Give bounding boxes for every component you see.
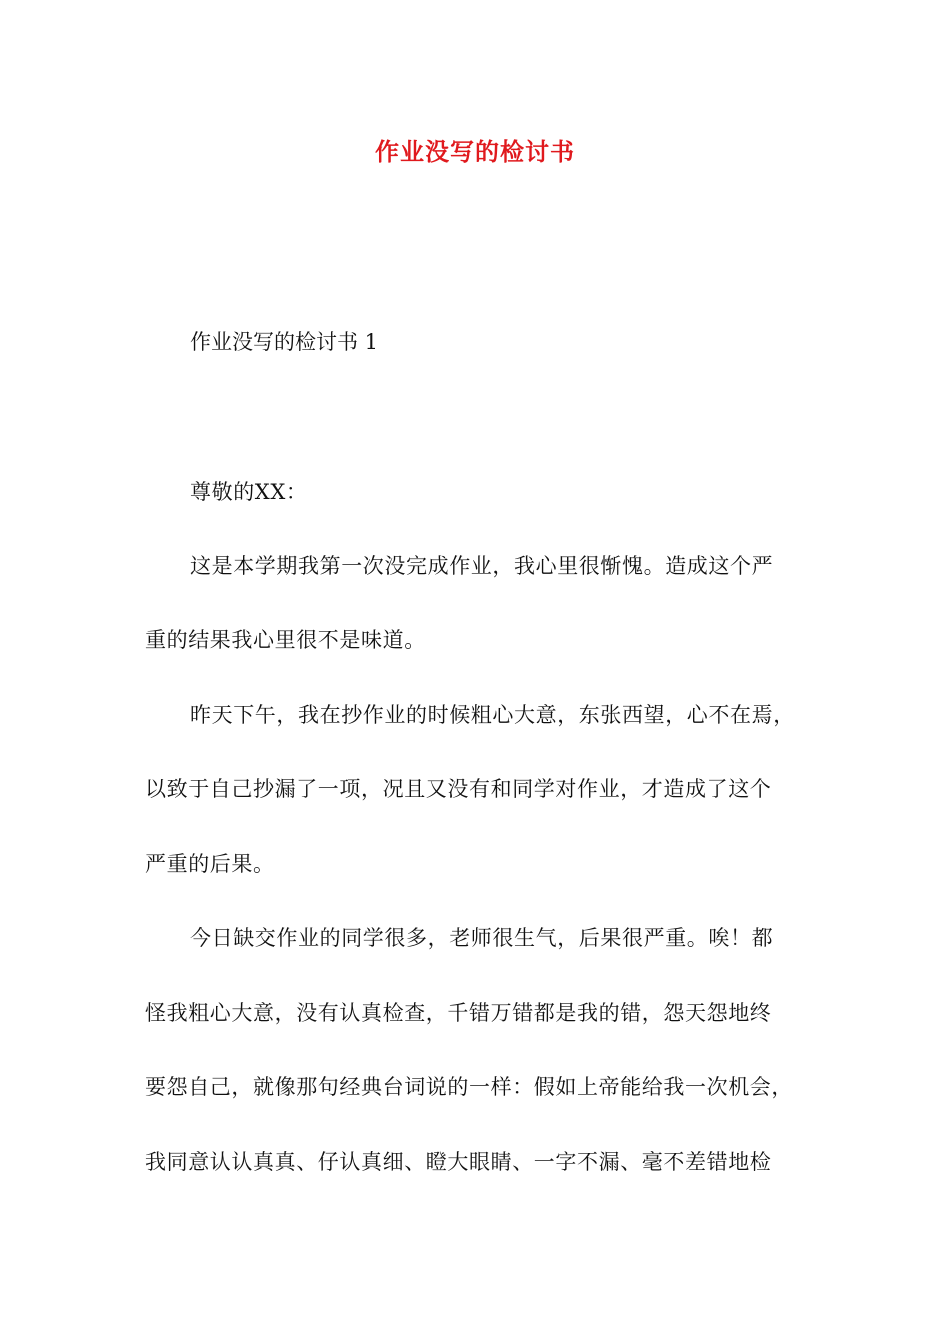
salutation-line: 尊敬的XX： <box>190 480 308 504</box>
body-line: 要怨自己，就像那句经典台词说的一样：假如上帝能给我一次机会， <box>145 1075 793 1099</box>
body-line: 重的结果我心里很不是味道。 <box>145 628 426 652</box>
body-line: 我同意认认真真、仔认真细、瞪大眼睛、一字不漏、毫不差错地检 <box>145 1150 772 1174</box>
body-line: 怪我粗心大意，没有认真检查，千错万错都是我的错，怨天怨地终 <box>145 1001 772 1025</box>
document-subtitle: 作业没写的检讨书 1 <box>190 330 379 354</box>
document-title: 作业没写的检讨书 <box>375 137 575 166</box>
body-line: 今日缺交作业的同学很多，老师很生气，后果很严重。唉！都 <box>190 926 774 950</box>
body-line: 昨天下午，我在抄作业的时候粗心大意，东张西望，心不在焉， <box>190 703 795 727</box>
body-line: 这是本学期我第一次没完成作业，我心里很惭愧。造成这个严 <box>190 554 774 578</box>
body-line: 严重的后果。 <box>145 852 275 876</box>
body-line: 以致于自己抄漏了一项，况且又没有和同学对作业，才造成了这个 <box>145 777 772 801</box>
